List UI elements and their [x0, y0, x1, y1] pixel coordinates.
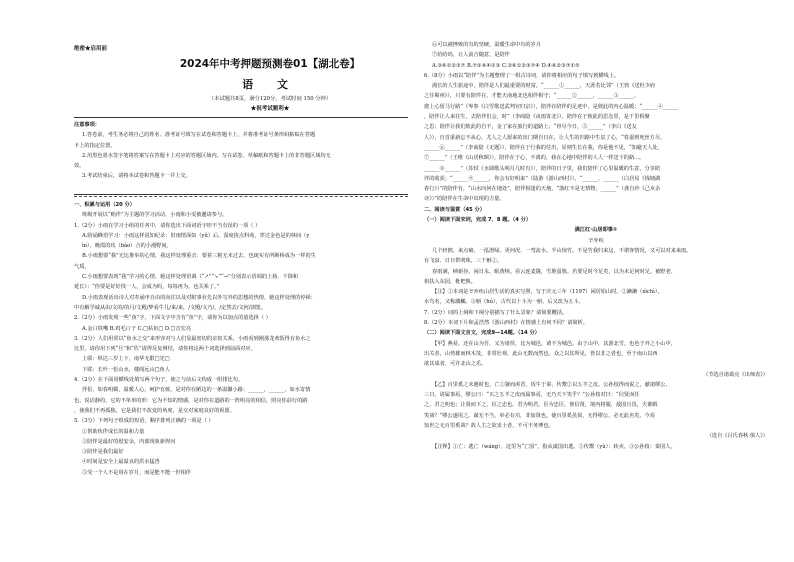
- text-line: 三日，请属事焉。缪公曰：“买之五羊之皮而属事焉，无乃天下笑乎？”公孙枝对曰：“信贤而任: [424, 392, 640, 399]
- left-column: [74, 200, 408, 478]
- exam-title: 2024年中考押题预测卷01【湖北卷】: [179, 58, 361, 70]
- text-line: 4.（2分）在下面用横线处填写两个句子，使之与前后文构成一组排比句。: [74, 377, 244, 384]
- text-line: 气质。: [74, 263, 90, 270]
- text-line: （选自《吕氏春秋·慎人》）: [706, 433, 768, 440]
- notice-heading: 注意事项：: [74, 122, 100, 128]
- text-line: 【注释】①亡：逃亡（wáng），这里为“亡国”，指从虞国出逃。②传鬻（yù）：转卖。③公孙枝：秦国人。: [432, 443, 676, 450]
- notice-line: 3.考试结束后，请将本试卷和答题卡一并上交。: [82, 173, 191, 180]
- notice-line: 卡上的指定位置。: [74, 142, 116, 149]
- text-line: 3.（2分）人们用常以“鱼水之交”来形容对与人们显最密切的亲密关系，小雨看到刚那龙欢饭得有鱼水之: [74, 335, 311, 342]
- text-line: 也，说话静的，它的不单单的形：它为不知的情感，是对你在道路的一阵明亮的相信，照亮你前行的路: [74, 397, 308, 404]
- text-line: A.③⑥①②③⑦ B.⑦②⑥④①③ C.③⑥①②③⑦④ D.④⑥②③⑦①⑤: [432, 62, 580, 69]
- text-line: 辛弃疾: [588, 237, 604, 244]
- text-line: 春行》）”的陪伴有，“山水向何在地处”，陪伴相逢的天地，“落红不是无情物，______”（龚自珍《己亥杂: [424, 186, 661, 193]
- notice-line: 效。: [74, 163, 85, 170]
- text-line: ìn），晚霞的玫（bǎo）合的小漫野间。: [82, 243, 172, 250]
- text-line: 相扶入东园，枇杷熟。: [424, 278, 476, 285]
- text-line: 欲其成者，可并北山之乐。: [424, 361, 487, 368]
- text-line: ，陪伴让人来往生，去陪伴们会，时”（李商隐《夜雨寄北》），陪伴在于彼此的思念里，是千里相聚: [424, 114, 650, 121]
- text-line: ⑤受一个人不是用在岁月，而是能不能一世相伴: [82, 469, 191, 476]
- text-line: ，使我们不再孤独，它是我们不改变的角度，是交对家庭良好的祝愿。: [74, 407, 235, 414]
- section-heading: 二、阅读与鉴赏（45 分）: [424, 206, 485, 213]
- text-line: A.阴诵蜂语学习：小雨这样说知纪录：旧雨情深如（yǔ）后，湿度扰点科苑，穿过金色是的林间（y: [82, 232, 310, 239]
- text-line: ④时间是安全上最温良的洪水猛兽: [82, 459, 160, 466]
- secret-label: 绝密★启用前: [74, 46, 108, 52]
- text-line: 笑哉？”缪公遂用之。谋无不当，举必有功，非加贤也。使百里奚虽贤，无得缪公，必无此名矣。今焉: [424, 412, 655, 419]
- text-line: ⑥可以被挫败的有的坚硬，温暖生命中有的岁月: [432, 42, 541, 48]
- text-line: 诗》）”的陪伴在生命中出现的力量。: [424, 196, 505, 203]
- text-line: B.小雨想要“我”无比推举的心情，我这样处理重音：要着三粗无未过去，也琉实有所断桥成为一样的生: [82, 253, 316, 260]
- text-line: 1.（2分）小雨在学习小组的任务中，请你选出下面词语字形不当有误的一项（ ）: [74, 222, 261, 229]
- text-line: 之任蜀州》），只要有陪伴在，才能天南地北也相伴相守；“______②______，______③______，: [424, 93, 640, 100]
- text-line: D.小雨表现话出诗人对寿诵申自由的向往以及对附事业先以外写外的思想的热情，她这样处理的停顿：: [82, 294, 316, 301]
- text-line: 之思；陪伴让我们彼此的自不，金了家在旅行的道路上；“骨尽今日，⑤______”（李白《送友: [424, 124, 637, 131]
- text-line: 水鸟名，又称鸂鶒。③斛（hú），古代以十斗为一斛，后又改为五斗。: [424, 299, 584, 306]
- text-line: 下联：长叶一松山水，楼阁远山□鱼人: [82, 366, 170, 373]
- section-heading: （二）阅读下面文言文，完成9—14题。（14 分）: [424, 330, 540, 337]
- text-line: 7.（2分）词的上阕和下阕分别描写了什么景象？请简要概括。: [424, 309, 568, 316]
- text-line: 5.（3分）下列句子组成的短语，顺序排列正确的一项是（ ）: [74, 418, 214, 425]
- notice-box: [74, 117, 408, 195]
- text-line: ______⑥______”（李商隐《无题》），陪伴在于行我的付出，显则生长在我，你是他不见，“知避天人处，: [424, 144, 663, 151]
- text-line: 漫长的人生旅途中，陪伴是人们最重要的财富。“______①______，天涯若比邻”（王勃《送杜少府: [432, 83, 656, 90]
- text-line: 6.（8分）小雨以“陪伴”为主题整理了一组古诗词，请你将相应的句子填写到横线上。: [424, 72, 620, 79]
- text-line: 伴的收获；“______⑨______，你会有好明来”（陆游《游山西村》），“______，______（白居易《钱塘湖: [424, 175, 661, 182]
- text-line: 春雨满，秧新谷。闲日永，眠黄犊。看云连麦陇，雪堆蚕簇。若要足时今足矣，以为未足何时足。被野老、: [432, 268, 676, 275]
- text-line: 班级开展以“贻伴”为主题的学习活动，小雨和小雯被邀请参与。: [82, 212, 228, 219]
- text-line: 【甲】燕易，还在山为吾，又为诸侯，比为城邑，诸不为城邑。由于山中，其游北雪，也色于外之小山中，: [432, 340, 676, 347]
- notice-line: 2.用黑色墨水签字笔将答案写在答题卡上对应的答题区域内，写在试卷、草稿纸和答题卡上的非答题区域均无: [82, 152, 331, 159]
- text-line: 【注】①本词是辛弃疾山居生活的真实写照，写于庆元三年（1197）闲居铅山时。②濑濑（xìchì），: [432, 289, 663, 296]
- notice-line: 1.答卷前，考生务必将自己的姓名、准考证号填写在试卷和答题卡上，并将准考证号条形码粘贴在答题: [82, 132, 316, 139]
- text-line: 延长）：“你要是好好找一人，会成为吗，每每再为，也关系了。”: [74, 284, 220, 291]
- text-line: ②陪伴是最好的慰安余，内部现象新得问: [82, 438, 176, 445]
- section-heading: 满江红·山居即事①: [574, 227, 618, 234]
- text-line: ______⑧______”（苏轼《水调歌头明月几时有》），陪伴的日子里，我们陪伴了心里温暖的生意，分享陪: [424, 165, 661, 172]
- text-line: ⑦______”（王维《山居秋暝》），陪伴在于心，不离的，我在心地中陪伴的人人一样送下的路...，: [424, 155, 645, 162]
- text-line: ⑦给给吗，让人前合随意，是陪伴: [432, 52, 510, 59]
- text-line: 比里，请你用下列“旦”和“佐”请得反复网结，请你将这两个词选择到前面对应。: [74, 346, 256, 353]
- text-line: 几个轻鸥，来点破、一泓澄绿。更何况、一弯流水，半山惊竹。不是竹我归来这，不堪客情况，又可以对来来雨。: [432, 247, 692, 254]
- exam-wish: ★祝考试顺利★: [250, 106, 290, 112]
- text-line: 上联：纵达三岁上下，南华无限□光□: [82, 356, 170, 363]
- text-line: 有飞泉、日日供明珠，三千斛②。: [424, 258, 502, 265]
- text-line: 愈上心留马行路”（岑参《白雪歌送武判官归京》），陪伴在陪伴的足迹中，是彼此的内心温暖；“______④______: [424, 103, 679, 110]
- text-line: 出关者，山势雄而林木茂，非常壮观，此山无数而然也。众之以其所见，皆以非之者也，至于南山以西: [424, 350, 658, 357]
- text-line: C.小雨想要表现“我”学习的心情，她这样处理语调（“↗”“↘”“→”分别表示语调的上扬、下降和: [82, 274, 299, 281]
- text-line: 伴侣，如春明媚，温暖人心，呵护有致，是对你在陋边的一条温馨小路；______，______，如水寄情: [82, 387, 311, 394]
- text-line: 之，君之明也；让贤而下之，臣之忠也。君为明君，臣为忠臣。彼信贤，境内将服，敌国且畏，夫谁暇: [424, 402, 658, 409]
- divider: [74, 196, 408, 197]
- section-heading: （一）阅读下面宋词，完成 7、8 题。（4 分）: [424, 217, 532, 224]
- text-line: 【乙】百里奚之未遇时也，亡①虢而虏晋，饭牛于秦，传鬻②以五羊之皮。公孙枝得而说之，献诸缪公，: [432, 381, 671, 388]
- text-line: 知世之无百里奚哉？故人主之欲求士者，不可不务博也。: [424, 422, 554, 429]
- text-line: A.金口铁嘴 B.鸡毛口子 C.□枯鱼□ D.□音宏亮: [82, 325, 192, 332]
- text-line: （节选自诸葛亮《出师表》）: [703, 371, 768, 378]
- text-line: ①帮助伙伴成长的温和力量: [82, 428, 145, 435]
- subject-title: 语 文: [242, 78, 298, 91]
- text-line: 人》），自首重新忘不从心，尤人之人愿来的出门期自日在，让人生的归路中生辰了心，“春蚕到死丝方尽，: [424, 134, 666, 141]
- section-heading: 一、积累与运用（20 分）: [74, 202, 135, 208]
- text-line: 中有解学诚从由/文的/的月/文殿/梦看牛儿/来/来，/文殿/文乃/，/定然去/文何/浏览。: [74, 304, 267, 311]
- right-column: [424, 40, 768, 452]
- text-line: ③陪伴是我们最好: [82, 449, 124, 456]
- text-line: 2.（2分）小雨发现一些“鱼”字，下面文字中含有“鱼”字，请你为以加点的量选择（ ）: [74, 315, 271, 322]
- text-line: 8.（2分）本词下片和孟浩然《游山西村》在情感上有何不同？请简析。: [424, 320, 588, 327]
- exam-meta: （本试题共8页，满分120分，考试时间 150 分钟）: [208, 96, 332, 102]
